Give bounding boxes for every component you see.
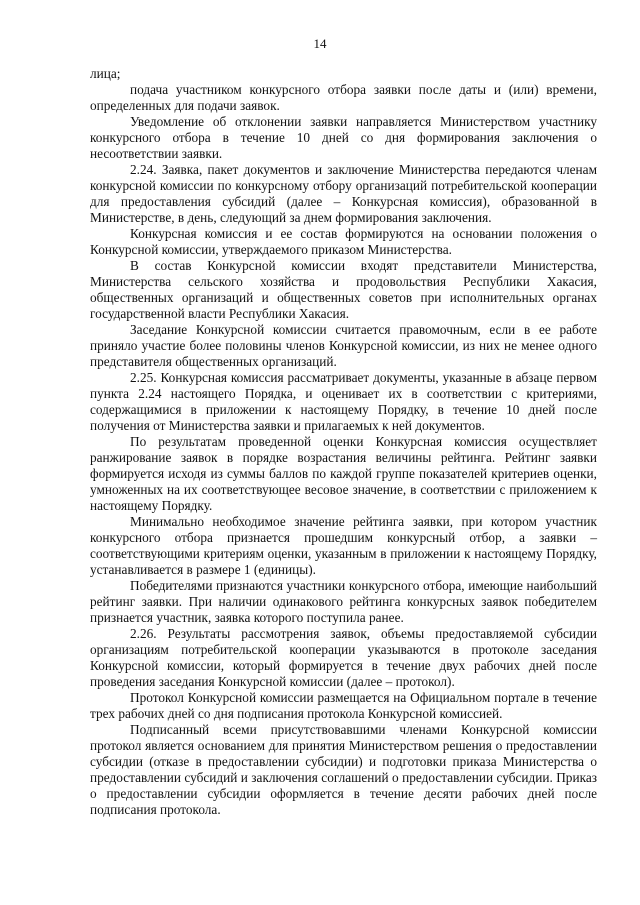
paragraph: Уведомление об отклонении заявки направляется Министерством участнику конкурсного отбора в течение 10 дней со дня формирования заключения о несоответствии заявки. [90,114,597,161]
paragraph: Победителями признаются участники конкурсного отбора, имеющие наибольший рейтинг заявки. При наличии одинакового рейтинга конкурсных заявок победителем признается участник, заявка которого поступила ранее. [90,578,597,625]
document-body [90,66,597,818]
paragraph: В состав Конкурсной комиссии входят представители Министерства, Министерства сельского хозяйства и продовольствия Республики Хакасия, общественных организаций и общественных советов при исполнительных органах государственной власти Республики Хакасия. [90,258,597,321]
paragraph: Подписанный всеми присутствовавшими членами Конкурсной комиссии протокол является основанием для принятия Министерством решения о предоставлении субсидии (отказе в предоставлении субсидии) и подготовки приказа Министерства о предоставлении субсидий и заключения соглашений о предоставлении субсидии. Приказ о предоставлении субсидии оформляется в течение десяти рабочих дней после подписания протокола. [90,722,597,817]
paragraph: 2.24. Заявка, пакет документов и заключение Министерства передаются членам конкурсной комиссии по конкурсному отбору организаций потребительской кооперации для предоставления субсидий (далее – Конкурсная комиссия), образованной в Министерстве, в день, следующий за днем формирования заключения. [90,162,597,225]
paragraph: Заседание Конкурсной комиссии считается правомочным, если в ее работе приняло участие более половины членов Конкурсной комиссии, из них не менее одного представителя общественных организаций. [90,322,597,369]
paragraph: Конкурсная комиссия и ее состав формируются на основании положения о Конкурсной комиссии, утверждаемого приказом Министерства. [90,226,597,257]
paragraph: лица; [90,66,121,81]
paragraph: 2.26. Результаты рассмотрения заявок, объемы предоставляемой субсидии организациям потребительской кооперации указываются в протоколе заседания Конкурсной комиссии, который формируется в течение двух рабочих дней после проведения заседания Конкурсной комиссии (далее – протокол). [90,626,597,689]
paragraph: 2.25. Конкурсная комиссия рассматривает документы, указанные в абзаце первом пункта 2.24 настоящего Порядка, и оценивает их в соответствии с критериями, содержащимися в приложении к настоящему Порядку, в течение 10 дней после получения от Министерства заявки и прилагаемых к ней документов. [90,370,597,433]
paragraph: подача участником конкурсного отбора заявки после даты и (или) времени, определенных для подачи заявок. [90,82,597,113]
paragraph: Минимально необходимое значение рейтинга заявки, при котором участник конкурсного отбора признается прошедшим конкурсный отбор, а заявки – соответствующими критериям оценки, указанным в приложении к настоящему Порядку, устанавливается в размере 1 (единицы). [90,514,597,577]
paragraph: По результатам проведенной оценки Конкурсная комиссия осуществляет ранжирование заявок в порядке возрастания величины рейтинга. Рейтинг заявки формируется исходя из суммы баллов по каждой группе показателей критериев оценки, умноженных на их соответствующее весовое значение, в соответствии с приложением к настоящему Порядку. [90,434,597,513]
page-number: 14 [313,36,327,51]
paragraph: Протокол Конкурсной комиссии размещается на Официальном портале в течение трех рабочих дней со дня подписания протокола Конкурсной комиссией. [90,690,597,721]
